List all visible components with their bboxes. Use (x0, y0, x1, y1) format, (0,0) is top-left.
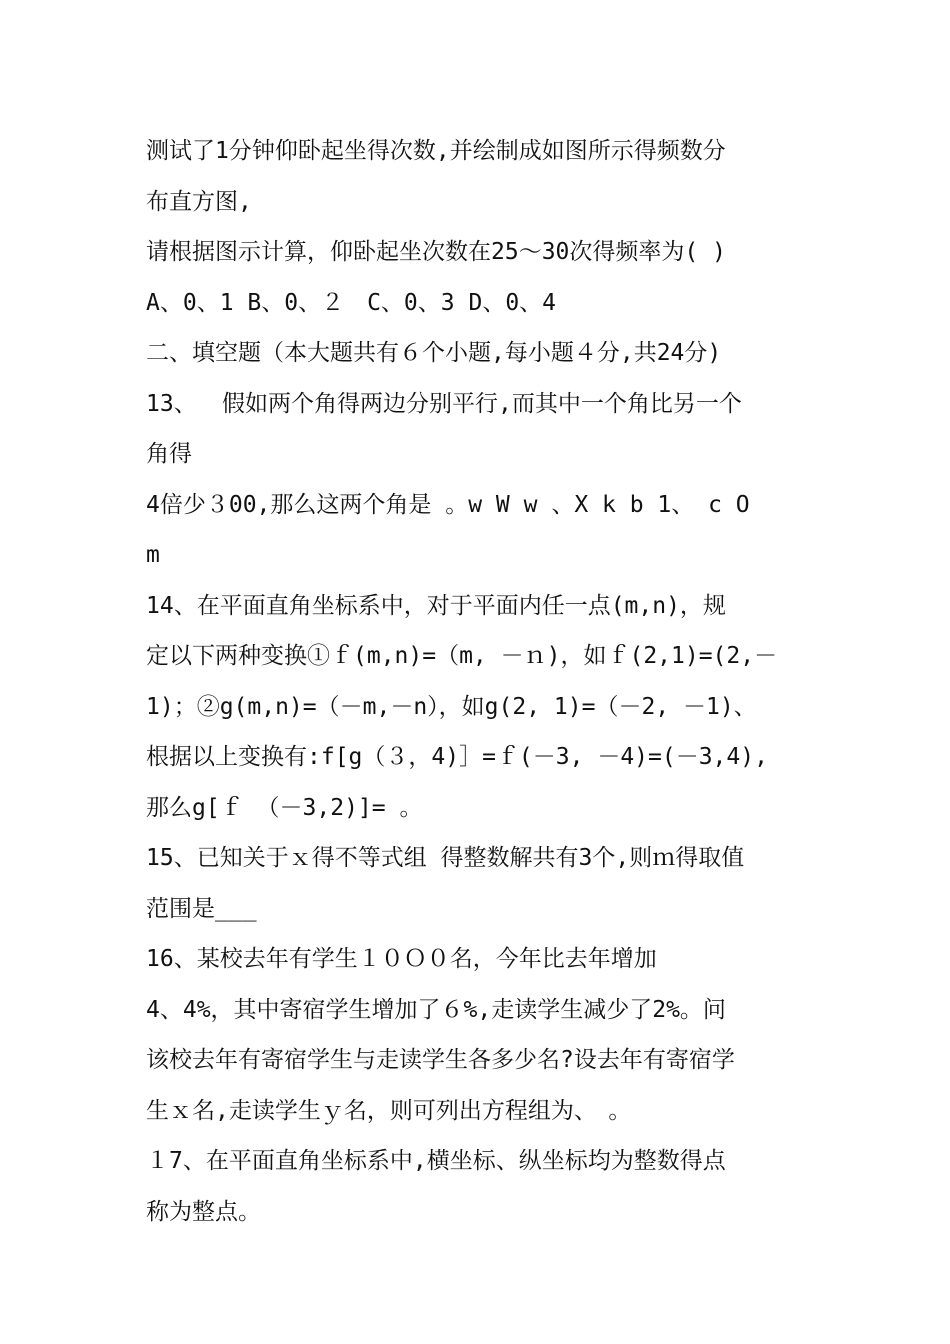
text-line: 测试了1分钟仰卧起坐得次数,并绘制成如图所示得频数分 (146, 138, 726, 164)
document-body (146, 126, 826, 1237)
text-line: 根据以上变换有:f[g（３，4)］=ｆ(－3, －4)=(－3,4), (146, 744, 768, 770)
text-line: m (146, 542, 160, 568)
text-line: 该校去年有寄宿学生与走读学生各多少名?设去年有寄宿学 (146, 1047, 735, 1073)
text-line: 16、某校去年有学生１０Ｏ０名，今年比去年增加 (146, 946, 657, 972)
text-line: 称为整点。 (146, 1198, 261, 1225)
text-line: 请根据图示计算，仰卧起坐次数在25～30次得频率为( ) (146, 239, 726, 265)
text-line: A、0、1 B、0、２ C、0、3 D、0、4 (146, 289, 557, 316)
text-line: 布直方图, (146, 188, 252, 215)
text-line: 范围是___ (146, 895, 257, 922)
text-line: 那么g[ｆ （－3,2)]= 。 (146, 794, 423, 821)
text-line: 定以下两种变换①ｆ(m,n)=（m, －ｎ)，如ｆ(2,1)=(2,－ (146, 643, 778, 669)
text-line: 14、在平面直角坐标系中，对于平面内任一点(m,n)，规 (146, 592, 726, 619)
text-line: 1)；②g(m,n)=（－m,－n），如g(2, 1)=（－2, －1)、 (146, 693, 757, 720)
text-line: 生ｘ名,走读学生ｙ名，则可列出方程组为、 。 (146, 1097, 632, 1124)
text-line: 13、 假如两个角得两边分别平行,而其中一个角比另一个 (146, 390, 742, 417)
text-line: 15、已知关于ｘ得不等式组 得整数解共有3个,则ｍ得取值 (146, 845, 745, 871)
text-line: 4倍少３00,那么这两个角是 。w W w 、X k b 1、 c O (146, 491, 750, 518)
text-line: 二、填空题（本大题共有６个小题,每小题４分,共24分) (146, 340, 722, 366)
text-line: 角得 (146, 441, 192, 467)
text-line: 4、4%，其中寄宿学生增加了６%,走读学生减少了2%。问 (146, 996, 726, 1023)
text-line: １7、在平面直角坐标系中,横坐标、纵坐标均为整数得点 (146, 1148, 726, 1174)
